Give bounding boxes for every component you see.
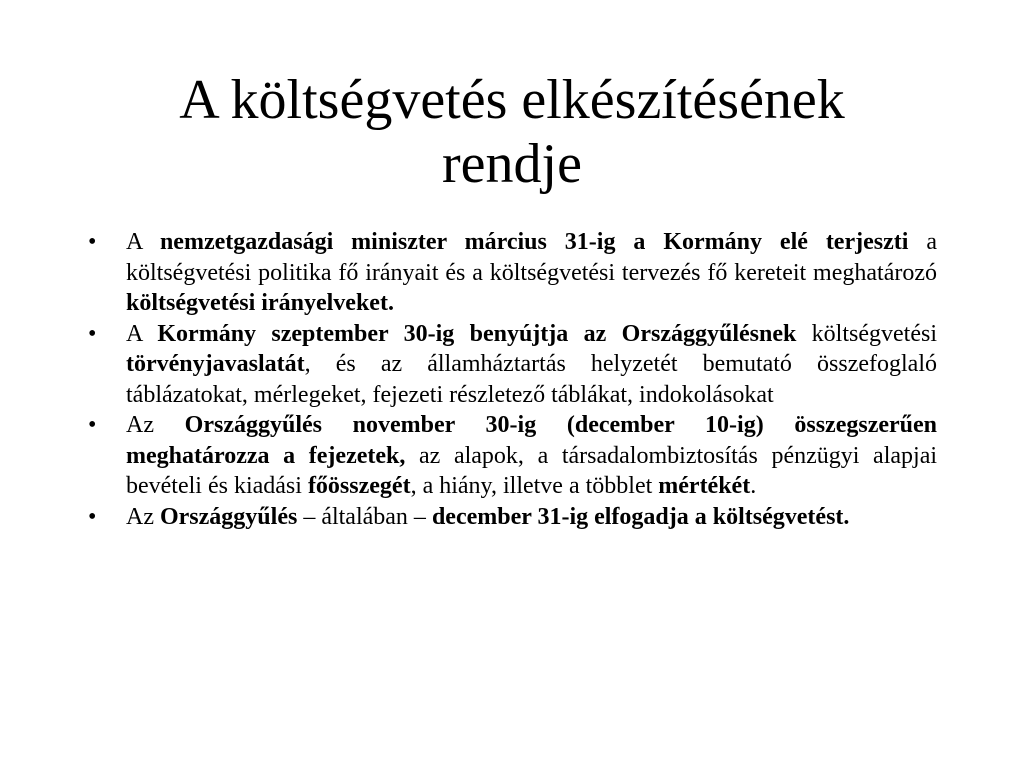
bullet-dot-icon: • [88,229,97,255]
bullet-segment-bold: Országgyűlés [159,503,298,530]
bullet-list [88,227,937,532]
bullet-item-3 [88,410,937,502]
bullet-item-1 [88,227,937,319]
bullet-segment-bold: Országgyűlés november 30-ig (december 10-ig) összegszerűen meghatározza a fejezetek, [126,412,937,469]
bullet-segment: A [126,320,158,347]
bullet-segment-bold: főösszegét [307,473,411,499]
bullet-segment-bold: törvényjavaslatát [126,351,305,377]
bullet-text [126,321,937,408]
bullet-segment-bold: nemzetgazdasági miniszter március 31-ig a Kormány elé terjeszti [159,229,909,255]
bullet-segment-bold: mértékét [658,473,751,499]
bullet-segment: , és az államháztartás helyzetét bemutató összefoglaló táblázatokat, mérlegeket, fejezeti részletező táblákat, indokolásokat [126,351,937,408]
bullet-segment-bold: Kormány szeptember 30-ig benyújtja az Országgyűlésnek [157,320,797,347]
bullet-segment: A [126,229,160,255]
bullet-segment-bold: december 31-ig elfogadja a költségvetést. [431,503,850,530]
bullet-segment-bold: költségvetési irányelveket. [126,290,394,316]
bullet-dot-icon: • [88,503,97,530]
bullet-segment: az alapok, a társadalombiztosítás pénzügyi alapjai bevételi és kiadási [126,442,938,499]
bullet-item-4 [88,502,937,533]
bullet-segment: , a hiány, illetve a többlet [410,473,659,499]
bullet-text [126,412,937,499]
slide-title [60,68,964,196]
bullet-segment: Az [126,412,185,438]
bullet-segment: a költségvetési politika fő irányait és a költségvetési tervezés fő kereteit meghatározó [126,229,938,286]
bullet-text [126,504,849,530]
bullet-segment: – általában – [297,503,432,530]
bullet-segment: költségvetési [796,320,937,347]
bullet-item-2 [88,319,937,411]
bullet-segment: . [750,473,757,499]
bullet-dot-icon: • [88,412,97,438]
bullet-dot-icon: • [88,320,97,347]
bullet-text [126,229,937,316]
bullet-segment: Az [126,503,160,530]
slide-title-line-1: A költségvetés elkészítésének [179,69,845,131]
slide-title-line-2: rendje [442,133,582,195]
